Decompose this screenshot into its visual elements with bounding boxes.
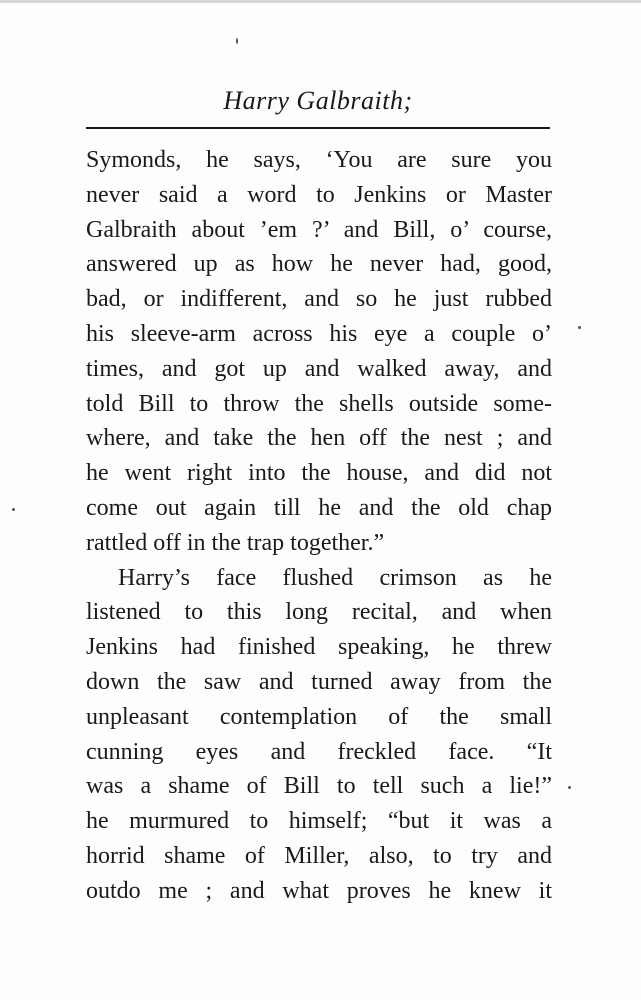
text-line: outdo me ; and what proves he knew it: [86, 877, 552, 904]
text-line: where, and take the hen off the nest ; and: [86, 425, 552, 452]
body-text: [86, 143, 552, 909]
paragraph-start-line: Harry’s face flushed crimson as he: [118, 564, 552, 591]
text-line: bad, or indifferent, and so he just rubbed: [86, 286, 552, 313]
text-line: he went right into the house, and did not: [86, 460, 552, 487]
paragraph-end-line: rattled off in the trap together.”: [86, 529, 385, 556]
text-line: come out again till he and the old chap: [86, 494, 552, 521]
text-line: never said a word to Jenkins or Master: [86, 181, 552, 208]
text-line: unpleasant contemplation of the small: [86, 703, 552, 730]
text-line: times, and got up and walked away, and: [86, 355, 552, 382]
text-line: down the saw and turned away from the: [86, 668, 552, 695]
text-line: cunning eyes and freckled face. “It: [86, 738, 552, 765]
text-line: listened to this long recital, and when: [86, 599, 552, 626]
text-line: horrid shame of Miller, also, to try and: [86, 842, 552, 869]
page-top-edge: [0, 0, 641, 3]
print-speck: [568, 786, 571, 789]
text-line: he murmured to himself; “but it was a: [86, 808, 552, 835]
text-line: was a shame of Bill to tell such a lie!”: [86, 773, 552, 800]
print-speck: [578, 326, 581, 329]
text-line: Symonds, he says, ‘You are sure you: [86, 147, 552, 173]
text-line: Jenkins had finished speaking, he threw: [86, 634, 552, 661]
text-line: told Bill to throw the shells outside some-: [86, 390, 552, 417]
header-rule: [86, 127, 550, 129]
text-line: answered up as how he never had, good,: [86, 251, 552, 278]
text-line: Galbraith about ’em ?’ and Bill, o’ course,: [86, 216, 552, 243]
print-speck: [12, 508, 15, 511]
print-speck: [236, 38, 238, 44]
text-line: his sleeve-arm across his eye a couple o’: [86, 320, 552, 347]
running-head: Harry Galbraith;: [223, 86, 413, 115]
